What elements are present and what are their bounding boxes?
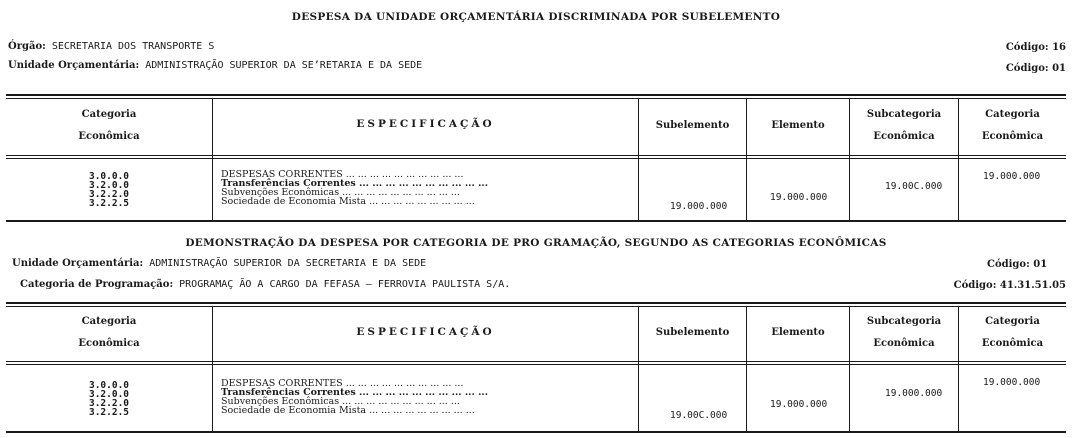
table2-header-elemento: Elemento bbox=[771, 327, 825, 338]
table1-header-categoria-2: Categoria Econômica bbox=[981, 109, 1044, 142]
table2-header-categoria: Categoria Econômica bbox=[78, 316, 140, 349]
code-cell: 3.2.2.5 bbox=[88, 407, 130, 418]
code-cell: 3.2.2.0 bbox=[88, 189, 130, 200]
table1-top-rule bbox=[6, 94, 1066, 96]
unidade2-value: ADMINISTRAÇÃO SUPERIOR DA SECRETARIA E DA SEDE bbox=[149, 258, 427, 269]
orgao-value: SECRETARIA DOS TRANSPORTE S bbox=[51, 41, 215, 52]
table1-top-rule-2 bbox=[6, 98, 1066, 99]
table2-categoria-value: 19.000.000 bbox=[983, 377, 1041, 388]
table2-subcategoria-value: 19.000.000 bbox=[885, 388, 943, 399]
table1-header-rule bbox=[6, 155, 1066, 156]
table2-divider bbox=[212, 306, 213, 431]
unidade-line bbox=[8, 60, 422, 71]
code-cell: 3.2.2.5 bbox=[88, 198, 130, 209]
table1-divider bbox=[212, 98, 213, 220]
table1-categoria-value: 19.000.000 bbox=[983, 171, 1041, 182]
table1-header-especificacao: ESPECIFICAÇÃO bbox=[356, 118, 495, 130]
code-cell: 3.0.0.0 bbox=[88, 380, 130, 391]
table1-header-categoria: Categoria Econômica bbox=[78, 109, 140, 142]
table1-header-subcategoria: Subcategoria Econômica bbox=[866, 109, 942, 142]
programacao-value: PROGRAMAÇ ÃO A CARGO DA FEFASA — FERROVIA PAULISTA S/A. bbox=[179, 279, 511, 290]
section2-title: DEMONSTRAÇÃO DA DESPESA POR CATEGORIA DE PRO GRAMAÇÃO, SEGUNDO AS CATEGORIAS ECONÔMICAS bbox=[185, 237, 887, 249]
table2-header-rule bbox=[6, 361, 1066, 362]
spec-item: Transferências Correntes ... ... ... ... ... ... ... ... ... ... bbox=[221, 387, 489, 398]
section1-title: DESPESA DA UNIDADE ORÇAMENTÁRIA DISCRIMINADA POR SUBELEMENTO bbox=[291, 11, 781, 23]
table2-bottom-rule bbox=[6, 431, 1066, 433]
code-cell: 3.2.2.0 bbox=[88, 398, 130, 409]
table2-codes bbox=[6, 381, 212, 417]
spec-item: DESPESAS CORRENTES ... ... ... ... ... ... ... ... ... ... bbox=[221, 169, 464, 180]
table2-elemento-value: 19.000.000 bbox=[770, 399, 828, 410]
programacao-line bbox=[20, 279, 510, 290]
orgao-label: Órgão: bbox=[8, 41, 46, 52]
table1-subcategoria-value: 19.00C.000 bbox=[885, 181, 943, 192]
table2-header-subcategoria: Subcategoria Econômica bbox=[866, 316, 942, 349]
spec-item: Sociedade de Economia Mista ... ... ... ... ... ... ... ... ... bbox=[221, 405, 475, 416]
code-cell: 3.2.0.0 bbox=[88, 180, 130, 191]
table2-header-rule-2 bbox=[6, 364, 1066, 365]
table1-header-subelemento: Subelemento bbox=[655, 120, 730, 131]
unidade-code: Código: 01 bbox=[1005, 63, 1066, 74]
unidade2-line bbox=[12, 258, 426, 269]
table1-subelemento-value: 19.000.000 bbox=[670, 201, 728, 212]
code-cell: 3.2.0.0 bbox=[88, 389, 130, 400]
table2-header-especificacao: ESPECIFICAÇÃO bbox=[356, 326, 495, 338]
unidade2-label: Unidade Orçamentária: bbox=[12, 258, 144, 269]
orgao-line bbox=[8, 41, 214, 52]
spec-item: Sociedade de Economia Mista ... ... ... ... ... ... ... ... ... bbox=[221, 196, 475, 207]
unidade-label: Unidade Orçamentária: bbox=[8, 60, 140, 71]
table1-header-elemento: Elemento bbox=[771, 120, 825, 131]
table1-elemento-value: 19.000.000 bbox=[770, 192, 828, 203]
spec-item: Subvenções Econômicas ... ... ... ... ... ... ... ... ... ... bbox=[221, 187, 460, 198]
programacao-code: Código: 41.31.51.05 bbox=[953, 280, 1066, 291]
table1-spec-items bbox=[221, 170, 488, 206]
spec-item: Transferências Correntes ... ... ... ... ... ... ... ... ... ... bbox=[221, 178, 489, 189]
table1-header-rule-2 bbox=[6, 158, 1066, 159]
table1-codes bbox=[6, 172, 212, 208]
spec-item: DESPESAS CORRENTES ... ... ... ... ... ... ... ... ... ... bbox=[221, 378, 464, 389]
table2-header-subelemento: Subelemento bbox=[655, 327, 730, 338]
table2-header-categoria-2: Categoria Econômica bbox=[981, 316, 1044, 349]
table2-spec-items bbox=[221, 379, 488, 415]
code-cell: 3.0.0.0 bbox=[88, 171, 130, 182]
table2-top-rule bbox=[6, 302, 1066, 304]
table2-subelemento-value: 19.00C.000 bbox=[670, 410, 728, 421]
unidade2-code: Código: 01 bbox=[987, 259, 1048, 270]
table2-top-rule-2 bbox=[6, 306, 1066, 307]
orgao-code: Código: 16 bbox=[1005, 42, 1066, 53]
programacao-label: Categoria de Programação: bbox=[20, 279, 174, 290]
unidade-value: ADMINISTRAÇÃO SUPERIOR DA SE’RETARIA E DA SEDE bbox=[145, 60, 423, 71]
spec-item: Subvenções Econômicas ... ... ... ... ... ... ... ... ... ... bbox=[221, 396, 460, 407]
table1-bottom-rule bbox=[6, 220, 1066, 222]
